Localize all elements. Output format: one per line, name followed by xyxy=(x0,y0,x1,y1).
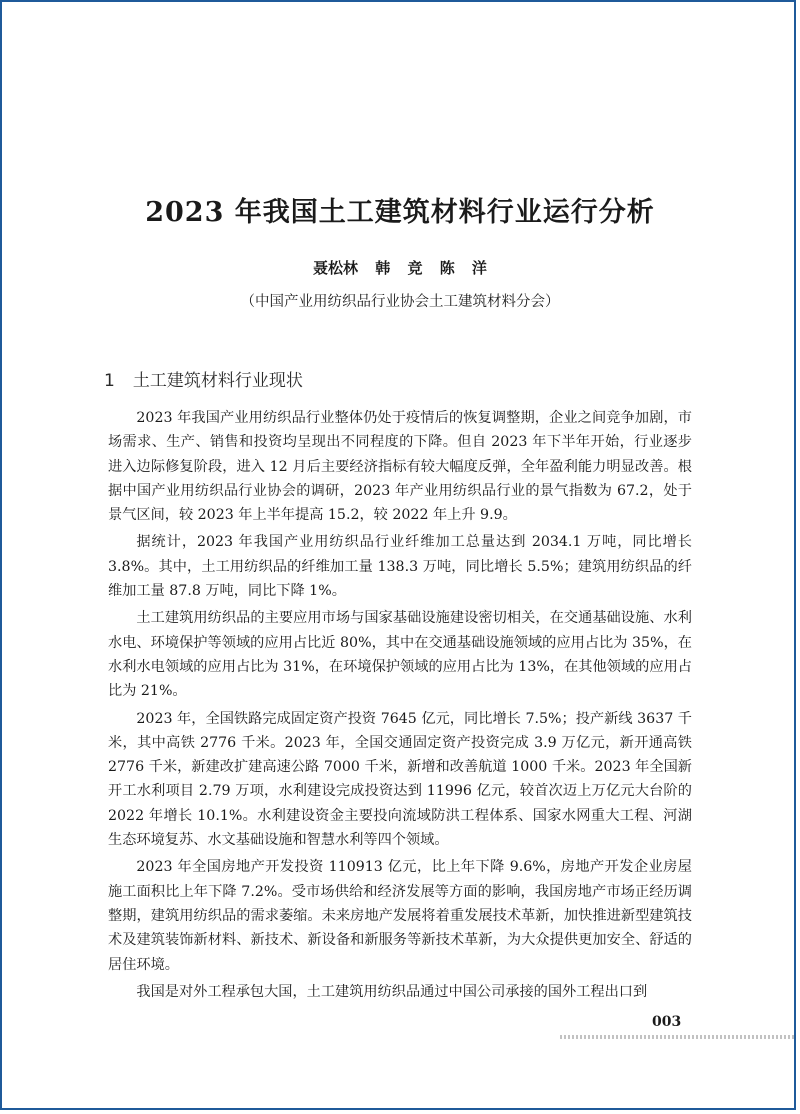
body-text xyxy=(108,406,692,1007)
paragraph: 土工建筑用纺织品的主要应用市场与国家基础设施建设密切相关，在交通基础设施、水利水电、环境保护等领域的应用占比近 80%，其中在交通基础设施领域的应用占比为 35%，在水利水电领域的应用占比为 31%，在环境保护领域的应用占比为 13%，在其他领域的应用占比为 21%。 xyxy=(108,610,692,700)
paragraph: 2023 年，全国铁路完成固定资产投资 7645 亿元，同比增长 7.5%；投产新线 3637 千米，其中高铁 2776 千米。2023 年，全国交通固定资产投资完成 3.9 万亿元，新开通高铁 2776 千米，新建改扩建高速公路 7000 千米，新增和改善航道 1000 千米。2023 年全国新开工水利项目 2.79 万项，水利建设完成投资达到 11996 亿元，较首次迈上万亿元大台阶的 2022 年增长 10.1%。水利建设资金主要投向流域防洪工程体系、国家水网重大工程、河湖生态环境复苏、水文基础设施和智慧水利等四个领域。 xyxy=(108,710,692,849)
paragraph: 据统计，2023 年我国产业用纺织品行业纤维加工总量达到 2034.1 万吨，同比增长 3.8%。其中，土工用纺织品的纤维加工量 138.3 万吨，同比增长 5.5%；建筑用纺织品的纤维加工量 87.8 万吨，同比下降 1%。 xyxy=(108,534,692,600)
article-title: 2023 年我国土工建筑材料行业运行分析 xyxy=(145,197,655,228)
footer-decoration xyxy=(560,1035,796,1039)
authors: 聂松林 韩 竞 陈 洋 xyxy=(313,259,487,277)
section-heading xyxy=(104,366,303,391)
paragraph: 我国是对外工程承包大国，土工建筑用纺织品通过中国公司承接的国外工程出口到 xyxy=(136,983,648,1000)
section-title: 土工建筑材料行业现状 xyxy=(132,371,303,391)
paragraph: 2023 年我国产业用纺织品行业整体仍处于疫情后的恢复调整期，企业之间竞争加剧，市场需求、生产、销售和投资均呈现出不同程度的下降。但自 2023 年下半年开始，行业逐步进入边际修复阶段，进入 12 月后主要经济指标有较大幅度反弹，全年盈利能力明显改善。根据中国产业用纺织品行业协会的调研，2023 年产业用纺织品行业的景气指数为 67.2，处于景气区间，较 2023 年上半年提高 15.2，较 2022 年上升 9.9。 xyxy=(108,410,692,524)
page-number: 003 xyxy=(652,1014,682,1030)
paragraph: 2023 年全国房地产开发投资 110913 亿元，比上年下降 9.6%，房地产开发企业房屋施工面积比上年下降 7.2%。受市场供给和经济发展等方面的影响，我国房地产市场正经历调整期，建筑用纺织品的需求萎缩。未来房地产发展将着重发展技术革新，加快推进新型建筑技术及建筑装饰新材料、新技术、新设备和新服务等新技术革新，为大众提供更加安全、舒适的居住环境。 xyxy=(108,859,692,973)
affiliation: （中国产业用纺织品行业协会土工建筑材料分会） xyxy=(240,294,560,310)
section-number: 1 xyxy=(104,371,115,391)
